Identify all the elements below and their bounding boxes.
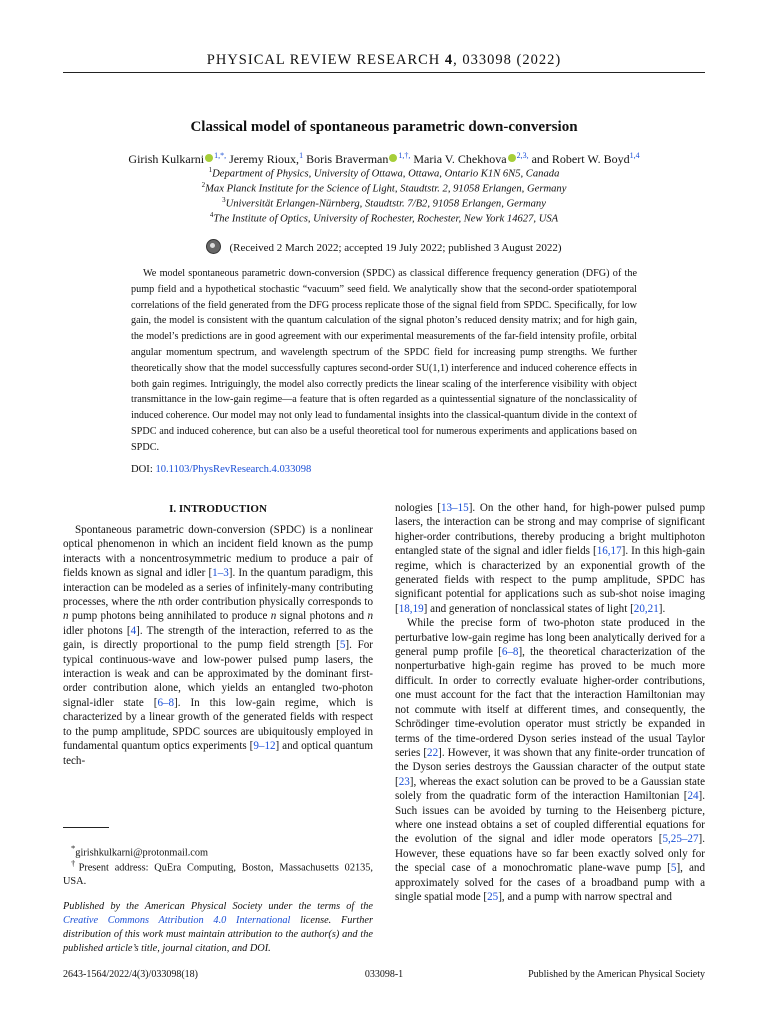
footnote-2 xyxy=(63,856,373,889)
journal-header xyxy=(0,52,768,69)
body-paragraph xyxy=(63,523,373,768)
body-text: idler photons [ xyxy=(63,624,131,637)
body-text: ] and generation of nonclassical states of light [ xyxy=(423,602,634,615)
affiliation-num: 4 xyxy=(209,211,214,219)
body-text: ]. In the quantum paradigm, this interaction can be modeled as a series of infinitely-many contributing processes, where the xyxy=(63,567,373,609)
license-statement xyxy=(63,900,373,956)
footnote-rule xyxy=(63,827,109,828)
citation-link[interactable]: 25 xyxy=(487,890,499,903)
author-name: and Robert W. Boyd xyxy=(531,152,630,166)
citation-link[interactable]: 5,25–27 xyxy=(662,833,699,846)
author-name: Maria V. Chekhova xyxy=(413,152,507,166)
author-affiliation-marks[interactable]: 1,*, xyxy=(214,151,227,160)
body-text: ]. However, it was shown that any finite-order truncation of the Dyson series destroys the Gaussian character of the output state [ xyxy=(395,746,705,788)
math-variable: n xyxy=(63,610,69,623)
journal-name: PHYSICAL REVIEW RESEARCH xyxy=(206,52,441,68)
author-affiliation-marks[interactable]: 1 xyxy=(299,151,304,160)
doi-label: DOI: xyxy=(131,464,153,475)
math-variable: n xyxy=(270,610,277,623)
orcid-icon[interactable] xyxy=(205,154,213,162)
footnote-text: Present address: QuEra Computing, Boston, Massachusetts 02135, USA. xyxy=(63,862,373,888)
journal-volume: 4 xyxy=(444,52,454,68)
body-text: ], the theoretical characterization of the nonperturbative high-gain regime has proved to be much more difficult. In order to correctly evaluate higher-order contributions, one must account for the fact that the interaction Hamiltonian may not commute with itself at different times, and consequently, the Schrödinger time-evolution operator must strictly be expanded in terms of the time-ordered Dyson series instead of the usual Taylor series [ xyxy=(395,646,705,759)
author-name: Girish Kulkarni xyxy=(128,152,205,166)
affiliation-text: Max Planck Institute for the Science of Light, Staudtstr. 2, 91058 Erlangen, Germany xyxy=(205,183,567,195)
body-text: ], and a pump with narrow spectral and xyxy=(498,890,672,903)
author-affiliation-marks[interactable]: 2,3, xyxy=(516,151,529,160)
citation-link[interactable]: 22 xyxy=(427,746,439,759)
body-text: ], and approximately solved for the cases of a broadband pump with a single spatial mode [ xyxy=(395,862,705,903)
footer-page-number: 033098-1 xyxy=(364,969,404,980)
body-text: Spontaneous parametric down-conversion (SPDC) is a nonlinear optical phenomenon in which an incident field known as the pump interacts with a noncentrosymmetric medium to produce a pair of fields known as signal and idler [ xyxy=(63,524,373,580)
orcid-icon[interactable] xyxy=(389,154,397,162)
body-text: ]. However, these equations have so far been exactly solved only for the special case of a monochromatic plane-wave pump [ xyxy=(395,833,705,875)
affiliation-2 xyxy=(0,181,768,195)
affiliation-text: Universität Erlangen-Nürnberg, Staudtstr. 7/B2, 91058 Erlangen, Germany xyxy=(225,198,546,210)
footer-publisher: Published by the American Physical Society xyxy=(528,969,705,980)
citation-link[interactable]: 6–8 xyxy=(157,696,175,709)
paper-title: Classical model of spontaneous parametric down-conversion xyxy=(190,119,578,135)
license-post: license. Further distribution of this work must maintain attribution to the author(s) and the published article’s title, journal citation, and DOI. xyxy=(63,915,373,954)
body-text: ]. The strength of the interaction, referred to as the gain, is directly proportional to the pump field strength [ xyxy=(63,624,373,652)
body-text: th order contribution physically corresponds to xyxy=(163,596,373,609)
footnote-email: girishkulkarni@protonmail.com xyxy=(75,847,209,859)
citation-link[interactable]: 5 xyxy=(670,862,677,875)
doi-link[interactable]: 10.1103/PhysRevResearch.4.033098 xyxy=(155,464,312,475)
affiliation-4 xyxy=(0,211,768,225)
license-link[interactable]: Creative Commons Attribution 4.0 International xyxy=(63,915,291,926)
author-list xyxy=(0,151,768,167)
citation-link[interactable]: 5 xyxy=(339,639,346,652)
body-text: ]. xyxy=(658,602,666,615)
math-variable: n xyxy=(158,596,164,609)
affiliation-num: 1 xyxy=(208,166,213,174)
footnote-mark: * xyxy=(71,843,76,853)
right-column xyxy=(395,501,705,904)
received-text: (Received 2 March 2022; accepted 19 July 2022; published 3 August 2022) xyxy=(229,242,562,254)
license-pre: Published by the American Physical Society under the terms of the xyxy=(63,901,373,912)
author-name: Boris Braverman xyxy=(306,152,389,166)
citation-link[interactable]: 6–8 xyxy=(501,646,519,659)
header-rule xyxy=(63,72,705,73)
author-affiliation-marks[interactable]: 1,†, xyxy=(398,151,411,160)
citation-link[interactable]: 20,21 xyxy=(633,602,659,615)
citation-link[interactable]: 9–12 xyxy=(253,740,276,753)
citation-link[interactable]: 23 xyxy=(398,775,410,788)
affiliation-1 xyxy=(0,166,768,180)
citation-link[interactable]: 4 xyxy=(130,624,137,637)
citation-link[interactable]: 1–3 xyxy=(212,567,229,580)
body-text: ]. For typical continuous-wave and low-power pulsed pump lasers, the interaction is weak and can be approximated by the dominant first-order contribution alone, which yields an entangled two-photon signal-idler state [ xyxy=(63,639,373,709)
citation-link[interactable]: 16,17 xyxy=(596,545,622,558)
received-dates xyxy=(0,239,768,254)
footnote-mark: † xyxy=(71,858,79,868)
orcid-icon[interactable] xyxy=(508,154,516,162)
left-column xyxy=(63,523,373,768)
author-affiliation-marks[interactable]: 1,4 xyxy=(629,151,640,160)
citation-link[interactable]: 13–15 xyxy=(440,502,469,514)
body-text: ]. On the other hand, for high-power pulsed pump lasers, the interaction can be strong and may comprise of significant higher-order contributions, thereby producing a bright multiphoton entangled state of the signal and idler fields [ xyxy=(395,502,705,558)
check-for-updates-icon[interactable] xyxy=(206,239,221,254)
body-text: nologies [ xyxy=(395,502,441,514)
citation-link[interactable]: 18,19 xyxy=(398,602,424,615)
citation-link[interactable]: 24 xyxy=(687,790,699,803)
affiliation-num: 3 xyxy=(222,196,226,204)
body-text: ]. In this high-gain regime, which is characterized by an exponential growth of the generated fields with respect to the pump amplitude, SPDC has significant potential for applications such as sub-shot noise imaging [ xyxy=(395,545,706,615)
affiliation-text: Department of Physics, University of Ottawa, Ottawa, Ontario K1N 6N5, Canada xyxy=(212,168,560,180)
body-text: ]. In this low-gain regime, which is characterized by a linear growth of the generated fields with respect to the pump amplitude, SPDC sources are ubiquitously employed in fundamental quantum optics experiments [ xyxy=(63,696,373,753)
body-text: signal photons and xyxy=(276,610,368,623)
body-text: ] and optical quantum tech- xyxy=(63,740,373,767)
math-variable: n xyxy=(367,610,373,623)
affiliation-text: The Institute of Optics, University of Rochester, Rochester, New York 14627, USA xyxy=(213,213,559,225)
journal-citation: , 033098 (2022) xyxy=(453,52,562,68)
doi-line xyxy=(131,464,311,475)
body-text: ], whereas the exact solution can be proved to be a Gaussian state solely from the quadratic form of the interaction Hamiltonian [ xyxy=(395,775,705,803)
body-paragraph xyxy=(395,616,705,904)
affiliation-num: 2 xyxy=(201,181,206,189)
affiliation-3 xyxy=(0,196,768,210)
author-name: Jeremy Rioux, xyxy=(229,152,300,166)
section-heading: I. INTRODUCTION xyxy=(169,503,267,515)
body-paragraph xyxy=(395,501,705,616)
abstract: We model spontaneous parametric down-conversion (SPDC) as classical difference frequency generation (DFG) of the pump field and a hypothetical stochastic “vacuum” seed field. We analytically show that the second-order spatiotemporal correlations of the field generated from the DFG process replicate those of the signal field from SPDC. Specifically, for low gain, the model is consistent with the quantum calculation of the signal photon’s reduced density matrix; and for high gain, the model’s predictions are in good agreement with our experimental measurements of the far-field intensity profile, orbital angular momentum spectrum, and wavelength spectrum of the SPDC field for increasing pump strengths. We further theoretically show that the model successfully captures second-order SU(1,1) interference and induced coherence effects in both gain regimes. Intriguingly, the model also correctly predicts the linear scaling of the interference visibility with object transmittance in the low-gain regime—a feature that is often regarded as a quintessential signature of the nonclassicality of induced coherence. Our model may not only lead to fundamental insights into the classical-quantum divide in the context of SPDC and induced coherence, but can also be a useful theoretical tool for numerous experiments and applications based on SPDC. xyxy=(131,268,637,453)
footer-issn: 2643-1564/2022/4(3)/033098(18) xyxy=(63,969,198,980)
body-text: While the precise form of two-photon state produced in the perturbative low-gain regime has long been analytically derived for a general pump profile [ xyxy=(395,617,705,659)
body-text: pump photons being annihilated to produce xyxy=(68,610,271,623)
body-text: ]. Such issues can be avoided by turning to the Heisenberg picture, where one instead obtains a set of coupled differential equations for the evolution of the signal and idler mode operators [ xyxy=(395,790,705,846)
